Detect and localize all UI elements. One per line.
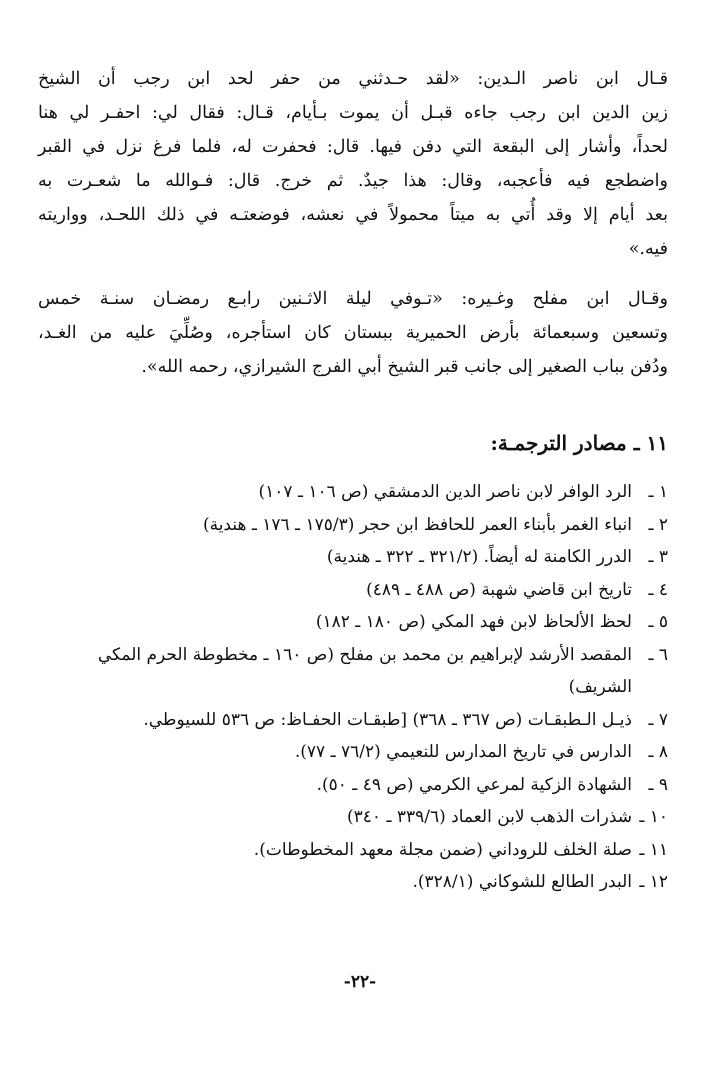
source-text: ذيـل الـطبقـات (ص ٣٦٧ ـ ٣٦٨) [طبقـات الحفـاظ: ص ٥٣٦ للسيوطي. [143, 709, 632, 730]
source-number: ٣ ـ [648, 547, 668, 567]
page-number: -٢٢- [343, 972, 377, 992]
document-page [38, 62, 668, 1036]
source-item [38, 476, 668, 509]
source-text: الدرر الكامنة له أيضاً. (٣٢١/٢ ـ ٣٢٢ ـ هندية) [326, 547, 632, 567]
paragraph-line: وقـال ابن مفلح وغـيره: «تـوفي ليلة الاثـنين رابـع رمضـان سنـة خمس [38, 289, 668, 309]
source-text: الدارس في تاريخ المدارس للنعيمي (٧٦/٢ ـ ٧٧). [294, 742, 632, 762]
paragraph-line: ودُفن بباب الصغير إلى جانب قبر الشيخ أبي الفرج الشيرازي، رحمه الله». [141, 357, 668, 377]
paragraph-line: زين الدين ابن رجب جاءه قبـل أن يموت بـأيام، قـال: فقال لي: احفـر لي هنا [38, 103, 668, 123]
source-number: ٦ ـ [648, 644, 668, 665]
source-number: ٧ ـ [648, 709, 668, 730]
section-heading-sources: ١١ ـ مصادر الترجمـة: [490, 431, 668, 455]
source-item [38, 866, 668, 899]
source-text: الشهادة الزكية لمرعي الكرمي (ص ٤٩ ـ ٥٠). [316, 774, 632, 795]
source-item [38, 704, 668, 737]
paragraph-line: لحداً، وأشار إلى البقعة التي دفن فيها. قال: فحفرت له، فلما فرغ نزل في القبر [38, 137, 668, 157]
source-item [38, 509, 668, 542]
source-text: لحظ الألحاظ لابن فهد المكي (ص ١٨٠ ـ ١٨٢) [315, 612, 632, 632]
source-text: البدر الطالع للشوكاني (٣٢٨/١). [412, 872, 632, 892]
source-text: صلة الخلف للروداني (ضمن مجلة معهد المخطوطات). [253, 839, 632, 860]
source-item [38, 541, 668, 574]
source-item [38, 769, 668, 802]
paragraph-line: واضطجع فيه فأعجبه، وقال: هذا جيدٌ. ثم خرج. قال: فـوالله ما شعـرت به [38, 171, 668, 191]
source-number: ١١ ـ [639, 839, 668, 860]
source-number: ١ ـ [648, 482, 668, 502]
source-item [38, 801, 668, 834]
source-item [38, 606, 668, 639]
source-number: ٤ ـ [648, 579, 668, 600]
source-item [38, 639, 668, 704]
paragraph-line: وتسعين وسبعمائة بأرض الحميرية ببستان كان استأجره، وصُلِّيَ عليه من الغـد، [38, 323, 668, 343]
source-number: ٥ ـ [648, 612, 668, 632]
source-number: ٢ ـ [648, 514, 668, 535]
source-text: المقصد الأرشد لإبراهيم بن محمد بن مفلح (ص ١٦٠ ـ مخطوطة الحرم المكي الشريف) [97, 644, 632, 697]
source-text: انباء الغمر بأبناء العمر للحافظ ابن حجر (١٧٥/٣ ـ ١٧٦ ـ هندية) [202, 514, 632, 535]
source-text: تاريخ ابن قاضي شهبة (ص ٤٨٨ ـ ٤٨٩) [366, 579, 632, 600]
source-number: ١٠ ـ [639, 807, 668, 827]
biography-paragraph-1 [38, 62, 668, 266]
source-text: شذرات الذهب لابن العماد (٣٣٩/٦ ـ ٣٤٠) [347, 807, 632, 827]
sources-list [38, 476, 668, 899]
source-number: ٨ ـ [648, 742, 668, 762]
paragraph-line: فيه.» [628, 239, 668, 259]
paragraph-line: بعد أيام إلا وقد أُتي به ميتاً محمولاً في نعشه، فوضعتـه في ذلك اللحـد، وواريته [38, 205, 668, 225]
source-item [38, 834, 668, 867]
source-number: ١٢ ـ [639, 872, 668, 892]
source-item [38, 736, 668, 769]
paragraph-line: قـال ابن ناصر الـدين: «لقد حـدثني من حفر لحد ابن رجب أن الشيخ [38, 69, 668, 89]
source-text: الرد الوافر لابن ناصر الدين الدمشقي (ص ١٠٦ ـ ١٠٧) [258, 482, 632, 502]
source-number: ٩ ـ [648, 774, 668, 795]
biography-paragraph-2 [38, 282, 668, 384]
source-item [38, 574, 668, 607]
